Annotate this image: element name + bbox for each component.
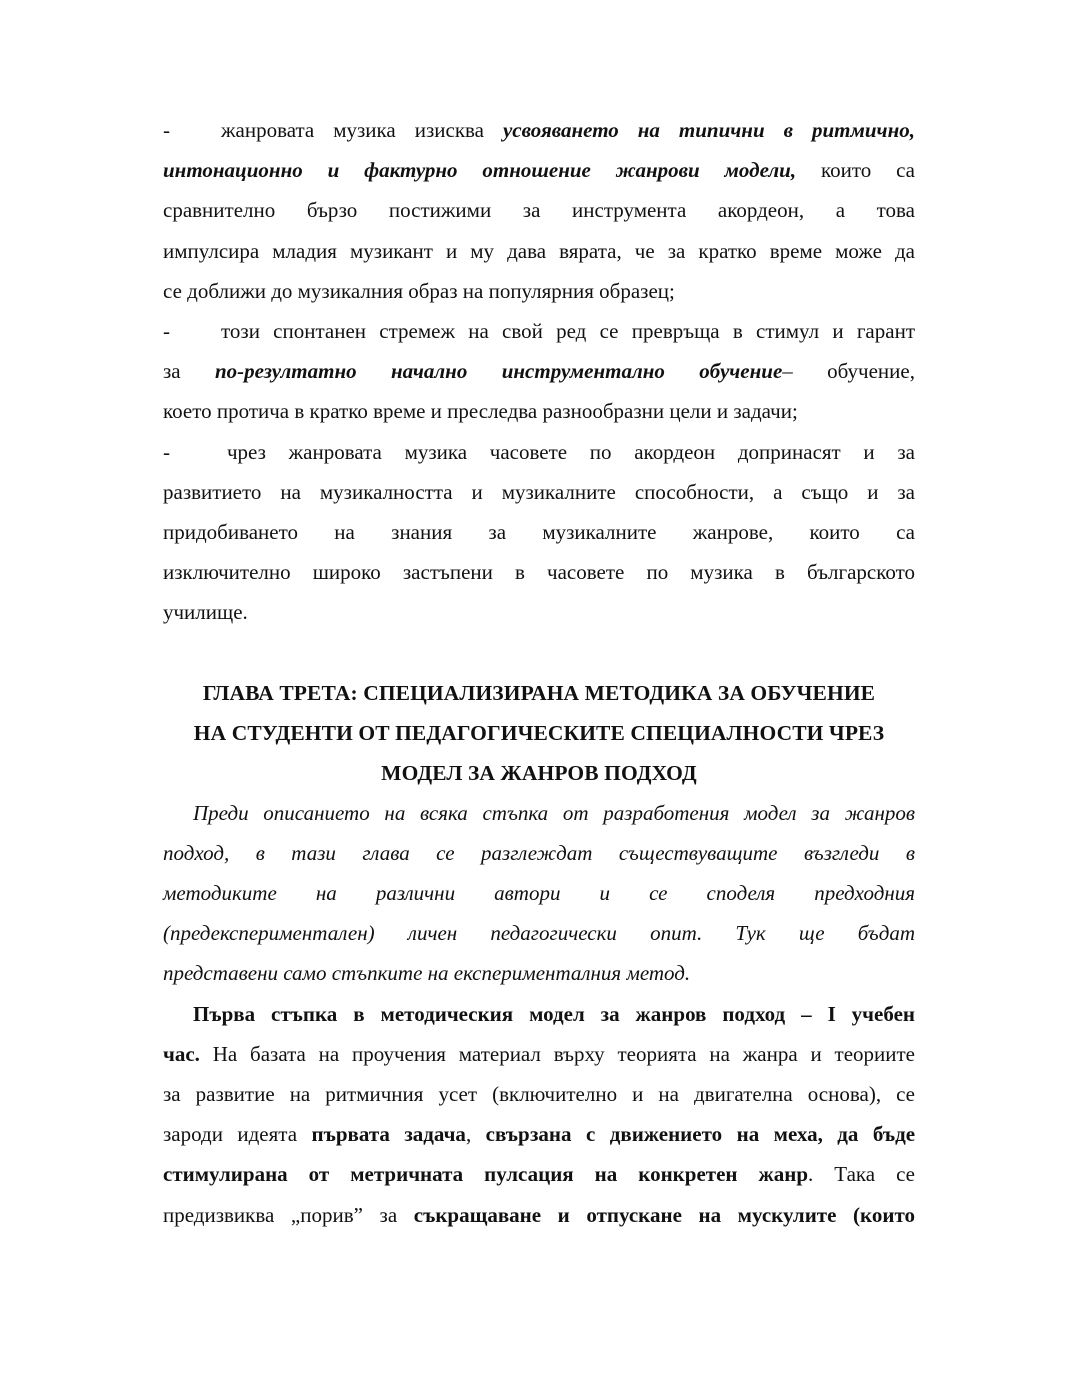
bullet-3-line-4: изключително широко застъпени в часовете по музика в българското — [163, 560, 915, 585]
emphasis-text: интонационно и фактурно отношение жанрови модели, — [163, 158, 797, 183]
bullet-item-2 — [163, 311, 915, 432]
intro-line-2: подход, в тази глава се разглеждат съществуващите възгледи в — [163, 840, 915, 865]
emphasis-text: по-резултатно начално инструментално обучение — [215, 359, 783, 384]
chapter-heading-line-3: МОДЕЛ ЗА ЖАНРОВ ПОДХОД — [381, 760, 697, 785]
step-line-3: за развитие на ритмичния усет (включително и на двигателна основа), се — [163, 1082, 915, 1107]
bullet-2-line-2: за по-резултатно начално инструментално обучение– обучение, — [163, 359, 915, 384]
bullet-1-line-5: се доближи до музикалния образ на популярния образец; — [163, 278, 675, 303]
bullet-item-3 — [163, 432, 915, 633]
step-line-2: час. На базата на проучения материал върху теорията на жанра и теориите — [163, 1041, 915, 1066]
step-line-5: стимулирана от метричната пулсация на конкретен жанр. Така се — [163, 1162, 915, 1187]
document-page — [163, 110, 915, 1235]
step-line-1: Първа стъпка в методическия модел за жанров подход – І учебен — [193, 1001, 915, 1026]
bullet-item-1 — [163, 110, 915, 311]
chapter-heading-line-2: НА СТУДЕНТИ ОТ ПЕДАГОГИЧЕСКИТЕ СПЕЦИАЛНОСТИ ЧРЕЗ — [193, 720, 885, 745]
intro-line-3: методиките на различни автори и се споделя предходния — [163, 881, 915, 906]
chapter-heading — [163, 673, 915, 793]
intro-paragraph — [163, 793, 915, 994]
bullet-dash: - — [163, 319, 170, 344]
step-one-paragraph — [163, 994, 915, 1235]
bullet-1-line-3: сравнително бързо постижими за инструмента акордеон, а това — [163, 198, 915, 223]
emphasis-text: усвояването на типични в ритмично, — [502, 118, 915, 142]
chapter-heading-line-1: ГЛАВА ТРЕТА: СПЕЦИАЛИЗИРАНА МЕТОДИКА ЗА ОБУЧЕНИЕ — [202, 680, 876, 705]
intro-line-1: Преди описанието на всяка стъпка от разработения модел за жанров — [193, 800, 915, 825]
bullet-1-line-2: интонационно и фактурно отношение жанрови модели, които са — [163, 158, 915, 183]
bullet-3-line-5: училище. — [163, 600, 248, 625]
bullet-dash: - — [163, 439, 170, 464]
bullet-1-line-4: импулсира младия музикант и му дава вярата, че за кратко време може да — [163, 238, 915, 263]
intro-line-5: представени само стъпките на експерименталния метод. — [163, 961, 691, 986]
step-line-4: зароди идеята първата задача, свързана с движението на меха, да бъде — [163, 1122, 916, 1147]
bullet-3-line-2: развитието на музикалността и музикалните способности, а също и за — [163, 479, 915, 504]
step-line-6: предизвиква „порив” за съкращаване и отпускане на мускулите (които — [163, 1202, 915, 1227]
intro-line-4: (предекспериментален) личен педагогически опит. Тук ще бъдат — [163, 921, 915, 946]
bullet-1-line-1: - жанровата музика изисква усвояването на типични в ритмично, — [163, 110, 915, 150]
bullet-3-line-1: - чрез жанровата музика часовете по акордеон допринасят и за — [163, 432, 915, 472]
bullet-dash: - — [163, 118, 170, 142]
bullet-3-line-3: придобиването на знания за музикалните жанрове, които са — [163, 520, 915, 545]
bullet-2-line-3: което протича в кратко време и преследва разнообразни цели и задачи; — [163, 399, 798, 424]
bullet-2-line-1: - този спонтанен стремеж на свой ред се превръща в стимул и гарант — [163, 311, 915, 351]
